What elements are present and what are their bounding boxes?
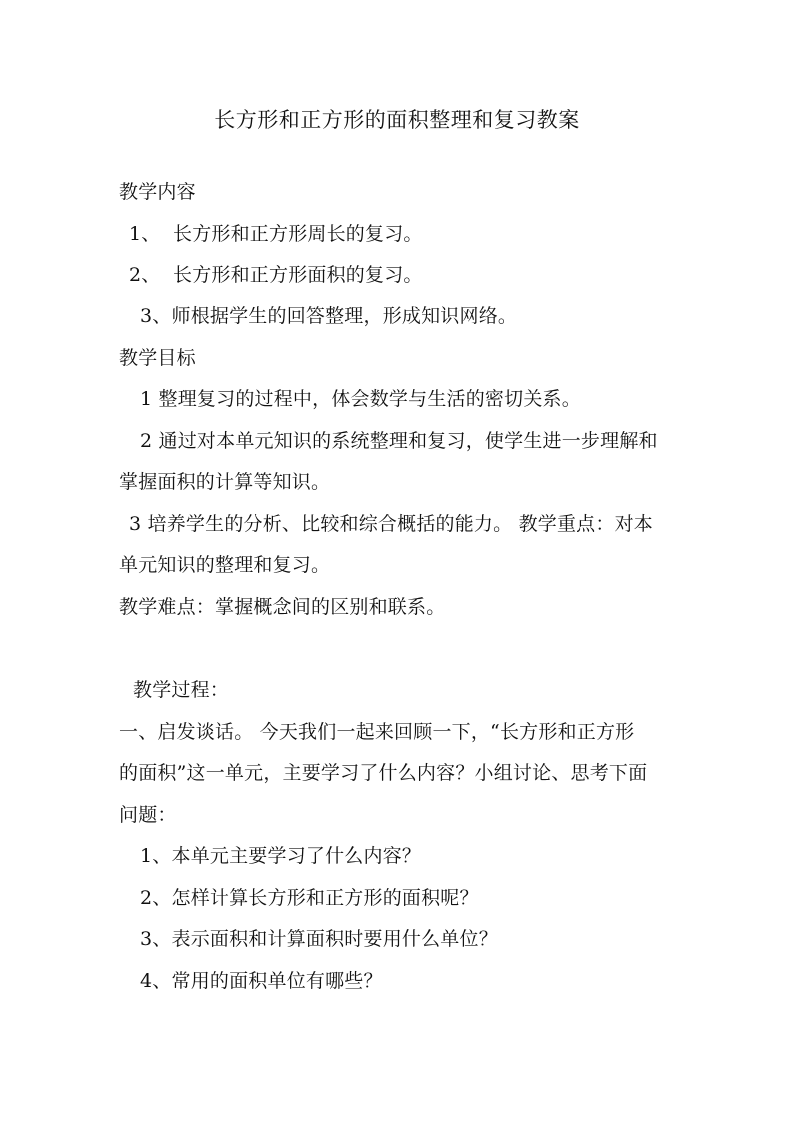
content-item-2 <box>129 263 423 287</box>
intro-line-3: 问题： <box>119 804 177 826</box>
content-item-2-text: 长方形和正方形面积的复习。 <box>173 264 423 286</box>
question-2: 2、怎样计算长方形和正方形的面积呢？ <box>140 887 479 909</box>
content-item-1 <box>129 222 423 246</box>
goal-2-line-1: 2 通过对本单元知识的系统整理和复习，使学生进一步理解和 <box>140 430 658 452</box>
goal-2-line-2: 掌握面积的计算等知识。 <box>119 471 331 493</box>
question-4: 4、常用的面积单位有哪些？ <box>140 970 383 992</box>
content-item-1-text: 长方形和正方形周长的复习。 <box>173 223 423 245</box>
goal-1: 1 整理复习的过程中，体会数学与生活的密切关系。 <box>140 388 581 410</box>
goal-3-line-2: 单元知识的整理和复习。 <box>119 554 331 576</box>
content-item-2-number: 2、 <box>129 264 161 286</box>
content-item-3: 3、师根据学生的回答整理，形成知识网络。 <box>140 305 518 327</box>
question-1: 1、本单元主要学习了什么内容？ <box>140 845 422 867</box>
goal-3-line-1: 3 培养学生的分析、比较和综合概括的能力。 教学重点：对本 <box>129 513 653 535</box>
content-item-1-number: 1、 <box>129 223 161 245</box>
intro-line-2: 的面积”这一单元，主要学习了什么内容？小组讨论、思考下面 <box>119 762 648 784</box>
question-3: 3、表示面积和计算面积时要用什么单位？ <box>140 928 498 950</box>
intro-line-1: 一、启发谈话。 今天我们一起来回顾一下，“长方形和正方形 <box>119 721 635 743</box>
section-heading-content: 教学内容 <box>119 181 196 203</box>
document-title: 长方形和正方形的面积整理和复习教案 <box>214 108 580 132</box>
section-heading-process: 教学过程： <box>133 679 230 701</box>
teaching-difficulty: 教学难点：掌握概念间的区别和联系。 <box>119 596 446 618</box>
section-heading-goals: 教学目标 <box>119 347 196 369</box>
